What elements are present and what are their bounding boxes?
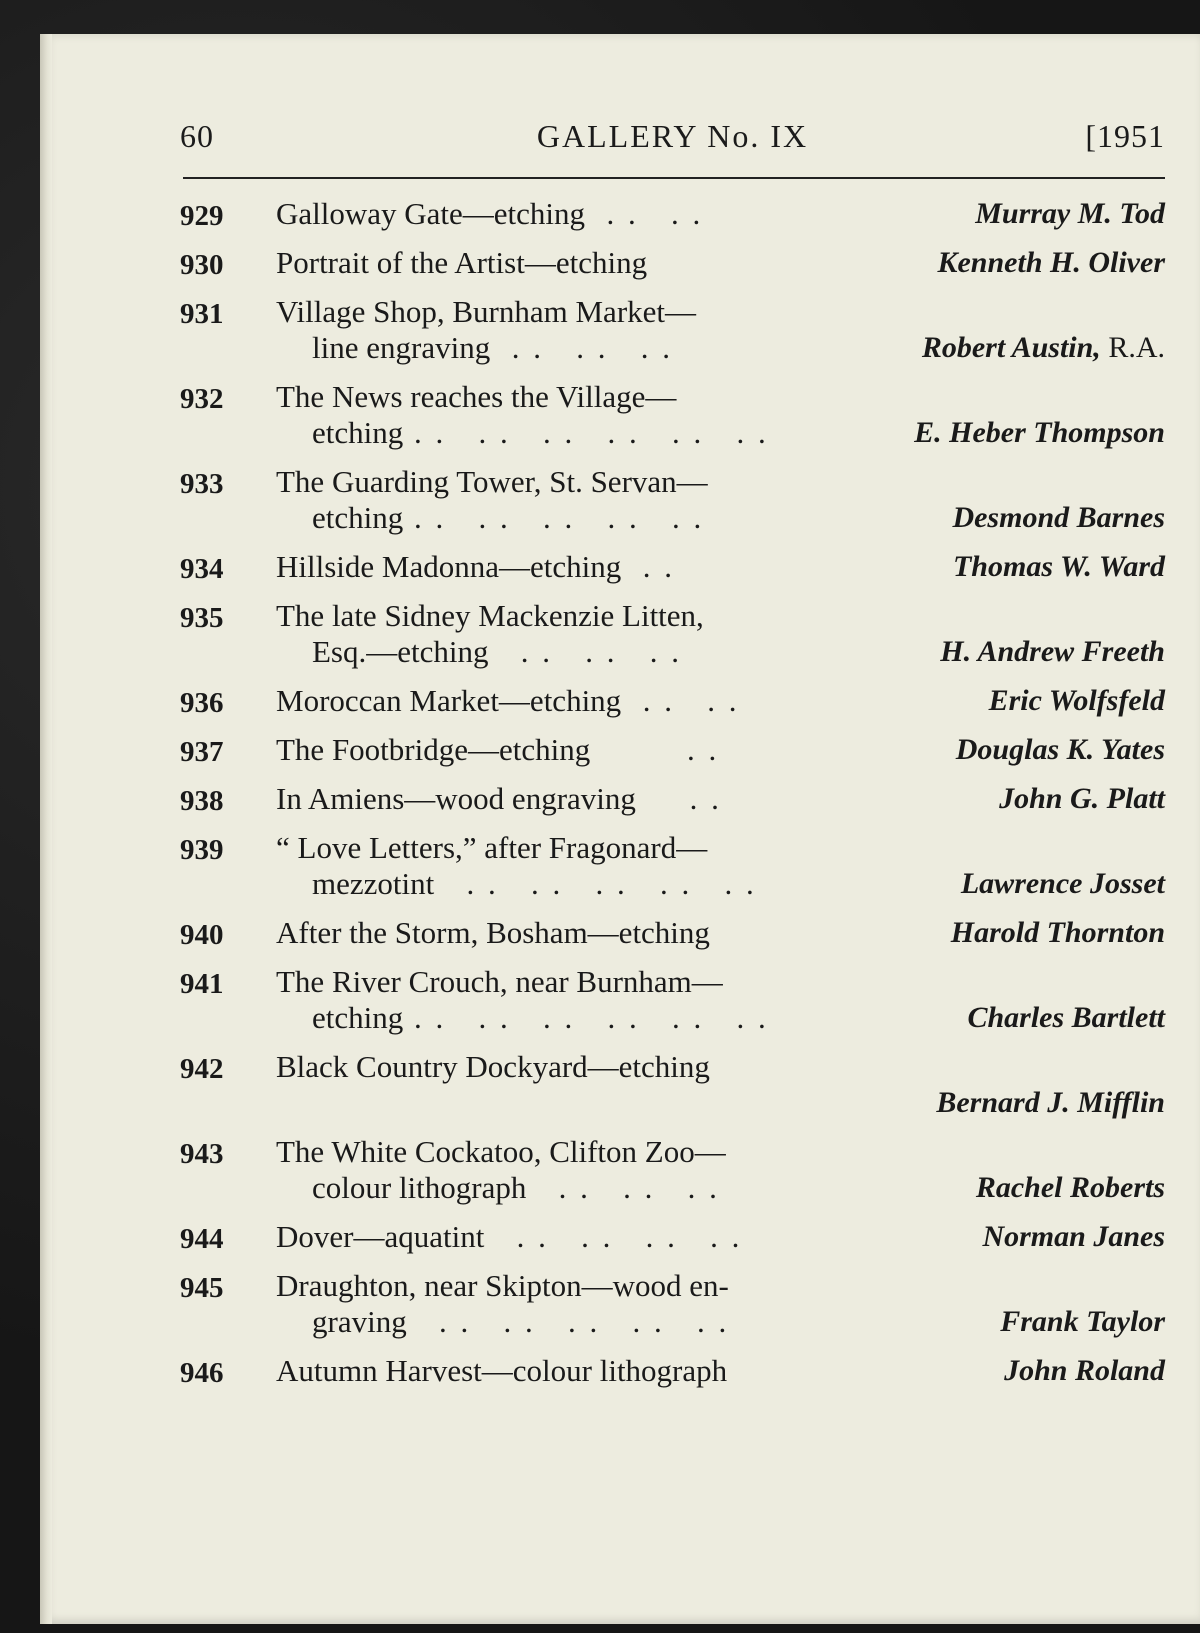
- entry-title-line: [276, 830, 1165, 866]
- leader-dots: . . . . . .: [488, 634, 682, 669]
- artist-name: [936, 1085, 1165, 1121]
- entry-continuation-line: [276, 1304, 1165, 1340]
- entry-title: The River Crouch, near Burnham—: [276, 964, 723, 999]
- artist-name-text: Charles Bartlett: [967, 1001, 1165, 1034]
- artist-name-text: Robert Austin,: [921, 331, 1101, 364]
- entry-continuation-line: [276, 1000, 1165, 1036]
- entry-title-line: [276, 732, 1165, 768]
- leader-dots: . . . . . . . .: [484, 1219, 743, 1254]
- entry-title-continued: colour lithograph: [312, 1170, 527, 1205]
- entry-number: 939: [180, 834, 224, 866]
- artist-name-text: Lawrence Josset: [960, 867, 1165, 900]
- entry-continuation-line: [276, 1085, 1165, 1121]
- artist-name-text: Kenneth H. Oliver: [937, 246, 1165, 279]
- catalogue-entry: [180, 683, 1165, 719]
- entry-number: 932: [180, 383, 224, 415]
- artist-name-text: John G. Platt: [999, 782, 1165, 815]
- entry-title-line: [276, 1049, 1165, 1085]
- artist-name-text: Thomas W. Ward: [952, 550, 1165, 583]
- artist-name-text: Frank Taylor: [1000, 1305, 1165, 1338]
- entry-number: 944: [180, 1223, 224, 1255]
- catalogue-entry: [180, 732, 1165, 768]
- entry-number: 937: [180, 736, 224, 768]
- entry-title: The Guarding Tower, St. Servan—: [276, 464, 708, 499]
- catalogue-entry: [180, 1049, 1165, 1121]
- catalogue-entry: [180, 464, 1165, 536]
- entry-number: 933: [180, 468, 224, 500]
- entry-title-line: [276, 1268, 1165, 1304]
- entry-title: Galloway Gate—etching: [276, 196, 586, 231]
- artist-name-text: Norman Janes: [982, 1220, 1165, 1253]
- artist-name-text: Desmond Barnes: [952, 501, 1165, 534]
- entry-title: The White Cockatoo, Clifton Zoo—: [276, 1134, 726, 1169]
- entry-title: Black Country Dockyard—etching: [276, 1049, 710, 1084]
- entry-title-line: [276, 294, 1165, 330]
- entry-title: The late Sidney Mackenzie Litten,: [276, 598, 704, 633]
- artist-name: [914, 415, 1165, 451]
- catalogue-entry: [180, 781, 1165, 817]
- artist-name: [951, 915, 1165, 951]
- entry-title-continued: mezzotint: [312, 866, 435, 901]
- entry-number: 946: [180, 1357, 224, 1389]
- artist-name: [1000, 1304, 1165, 1340]
- entry-title-line: [276, 598, 1165, 634]
- leader-dots: . . . .: [621, 683, 740, 718]
- entry-number: 945: [180, 1272, 224, 1304]
- page-number: 60: [180, 118, 214, 154]
- catalogue-entry: [180, 549, 1165, 585]
- entry-title-line: [276, 1219, 1165, 1255]
- leader-dots: . .: [635, 781, 722, 816]
- catalogue-entry: [180, 1219, 1165, 1255]
- entry-continuation-line: [276, 330, 1165, 366]
- leader-dots: . .: [590, 732, 720, 767]
- entry-number: 930: [180, 249, 224, 281]
- entry-number: 931: [180, 298, 224, 330]
- entry-title-line: [276, 196, 1165, 232]
- year: [1951: [1085, 118, 1165, 154]
- entry-continuation-line: [276, 415, 1165, 451]
- entry-title-line: [276, 549, 1165, 585]
- entry-title: Moroccan Market—etching: [276, 683, 622, 718]
- entry-title-line: [276, 781, 1165, 817]
- page-header: [180, 118, 1165, 168]
- catalogue-entry: [180, 294, 1165, 366]
- leader-dots: . . . . . . . . . .: [434, 866, 757, 901]
- entry-title-line: [276, 379, 1165, 415]
- artist-name-text: E. Heber Thompson: [914, 416, 1165, 449]
- artist-name: [967, 1000, 1165, 1036]
- entry-number: 938: [180, 785, 224, 817]
- entry-title-continued: etching: [312, 500, 404, 535]
- leader-dots: . . . . . . . . . . . .: [403, 415, 769, 450]
- page-edge: [40, 34, 52, 1624]
- artist-name-text: John Roland: [1004, 1354, 1165, 1387]
- catalogue-entry: [180, 379, 1165, 451]
- entry-title: Dover—aquatint: [276, 1219, 485, 1254]
- entry-continuation-line: [276, 634, 1165, 670]
- entry-continuation-line: [276, 866, 1165, 902]
- artist-name-text: Bernard J. Mifflin: [936, 1086, 1165, 1119]
- artist-name: [1004, 1353, 1165, 1389]
- artist-name: [937, 245, 1165, 281]
- artist-name: [989, 683, 1165, 719]
- entry-title-continued: line engraving: [312, 330, 491, 365]
- leader-dots: . . . . . .: [490, 330, 673, 365]
- leader-dots: . . . . . . . . . . . .: [403, 1000, 769, 1035]
- catalogue-entry: [180, 915, 1165, 951]
- artist-name: [999, 781, 1165, 817]
- leader-dots: . . . .: [585, 196, 704, 231]
- entry-title-continued: Esq.—etching: [312, 634, 489, 669]
- leader-dots: . . . . . . . . . .: [406, 1304, 730, 1339]
- artist-name: [952, 500, 1165, 536]
- entry-title: Village Shop, Burnham Market—: [276, 294, 697, 329]
- artist-name: [953, 549, 1165, 585]
- entry-number: 935: [180, 602, 224, 634]
- artist-name: [976, 1170, 1165, 1206]
- entry-number: 942: [180, 1053, 224, 1085]
- header-rule: [183, 177, 1165, 179]
- entry-number: 941: [180, 968, 224, 1000]
- catalogue-entry: [180, 245, 1165, 281]
- artist-suffix: R.A.: [1100, 331, 1165, 364]
- entry-title-continued: etching: [312, 1000, 404, 1035]
- leader-dots: . . . . . .: [526, 1170, 720, 1205]
- catalogue-entry: [180, 1353, 1165, 1389]
- entry-title-continued: etching: [312, 415, 404, 450]
- entry-continuation-line: [276, 500, 1165, 536]
- catalogue-entry: [180, 964, 1165, 1036]
- entry-number: 940: [180, 919, 224, 951]
- entry-title-line: [276, 915, 1165, 951]
- entry-title-line: [276, 1134, 1165, 1170]
- entry-title-line: [276, 1353, 1165, 1389]
- artist-name: [961, 866, 1165, 902]
- entry-title: The News reaches the Village—: [276, 379, 677, 414]
- entry-title: In Amiens—wood engraving: [276, 781, 636, 816]
- entry-number: 936: [180, 687, 224, 719]
- artist-name: [922, 330, 1165, 366]
- catalogue-entry: [180, 196, 1165, 232]
- entry-title: Autumn Harvest—colour lithograph: [276, 1353, 728, 1388]
- entry-title: Draughton, near Skipton—wood en-: [276, 1268, 729, 1303]
- entry-title: After the Storm, Bosham—etching: [276, 915, 710, 950]
- entry-number: 929: [180, 200, 224, 232]
- artist-name: [956, 732, 1165, 768]
- leader-dots: . . . . . . . . . .: [403, 500, 705, 535]
- running-title: GALLERY No. IX: [536, 118, 809, 154]
- artist-name-text: Douglas K. Yates: [955, 733, 1165, 766]
- entry-title-line: [276, 464, 1165, 500]
- leader-dots: . .: [621, 549, 675, 584]
- artist-name-text: Harold Thornton: [950, 916, 1165, 949]
- entry-title-line: [276, 683, 1165, 719]
- entry-title: “ Love Letters,” after Fragonard—: [276, 830, 708, 865]
- entry-title-continued: graving: [312, 1304, 407, 1339]
- entry-number: 943: [180, 1138, 224, 1170]
- artist-name-text: H. Andrew Freeth: [940, 635, 1165, 668]
- entry-title-line: [276, 245, 1165, 281]
- artist-name-text: Rachel Roberts: [975, 1171, 1165, 1204]
- entry-title-line: [276, 964, 1165, 1000]
- catalogue-entry: [180, 1134, 1165, 1206]
- catalogue-list: [180, 196, 1165, 1402]
- artist-name-text: Eric Wolfsfeld: [988, 684, 1165, 717]
- catalogue-entry: [180, 830, 1165, 902]
- artist-name: [975, 196, 1165, 232]
- artist-name-text: Murray M. Tod: [975, 197, 1165, 230]
- entry-title: Portrait of the Artist—etching: [276, 245, 648, 280]
- entry-continuation-line: [276, 1170, 1165, 1206]
- entry-number: 934: [180, 553, 224, 585]
- artist-name: [982, 1219, 1165, 1255]
- catalogue-entry: [180, 1268, 1165, 1340]
- artist-name: [940, 634, 1165, 670]
- catalogue-entry: [180, 598, 1165, 670]
- entry-title: Hillside Madonna—etching: [276, 549, 622, 584]
- entry-title: The Footbridge—etching: [276, 732, 591, 767]
